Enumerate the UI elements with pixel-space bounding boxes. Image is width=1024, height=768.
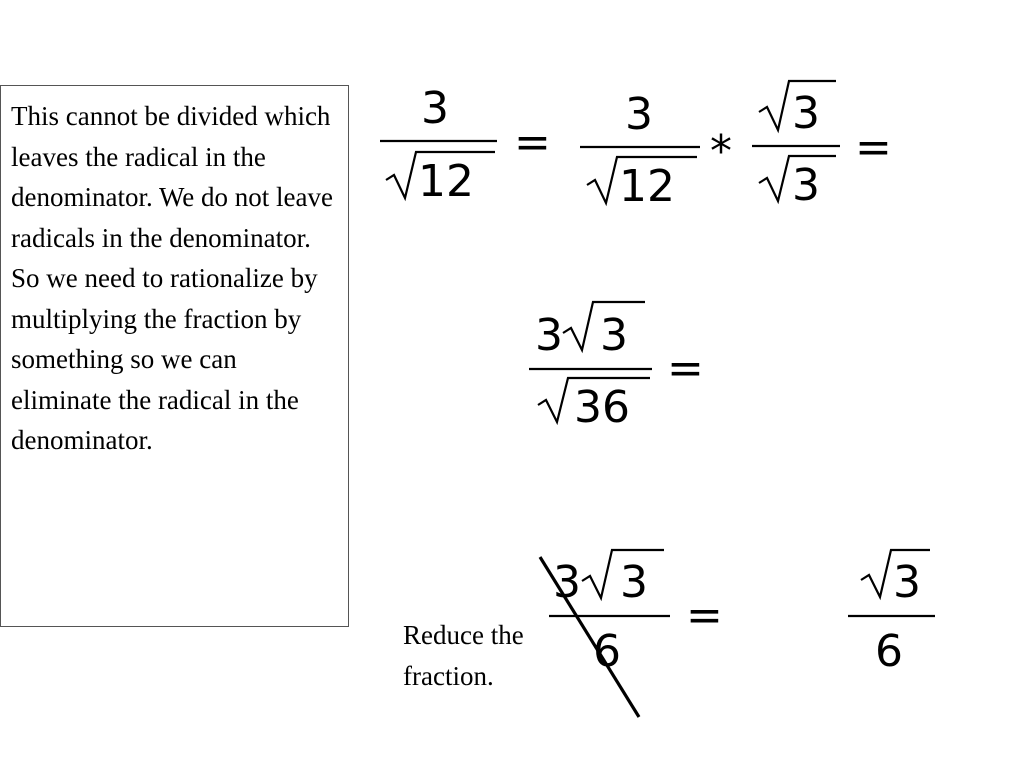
step3-coefficient: 3 [553,557,581,608]
equals-sign-1: = [514,117,551,168]
step3-denominator: 6 [593,626,621,677]
reduce-note-text: Reduce the fraction. [403,620,524,691]
step3-equation [540,550,935,717]
step3-numerator-radicand: 3 [620,557,648,608]
result-denominator: 6 [875,626,903,677]
multiply-sign: * [710,126,732,177]
explanation-text: This cannot be divided which leaves the radical in the denominator. We do not leave radicals in the denominator. So we need to rationalize by multiplying the fraction by something so we can eliminate the radical in the denominator. [11,101,333,455]
frac1-denominator: 12 [418,156,474,207]
frac1-numerator: 3 [421,83,449,134]
step2-numerator-radicand: 3 [600,310,628,361]
frac3-denominator: 3 [792,160,820,211]
step1-equation [380,81,892,212]
equals-sign-2: = [855,122,892,173]
step3-equals-sign: = [686,590,723,641]
step2-equation [529,302,704,433]
frac3-numerator: 3 [792,88,820,139]
result-numerator-radicand: 3 [893,557,921,608]
step2-coefficient: 3 [535,310,563,361]
frac2-denominator: 12 [619,161,675,212]
frac2-numerator: 3 [625,89,653,140]
step2-equals-sign: = [667,343,704,394]
step2-denominator-radicand: 36 [574,382,630,433]
